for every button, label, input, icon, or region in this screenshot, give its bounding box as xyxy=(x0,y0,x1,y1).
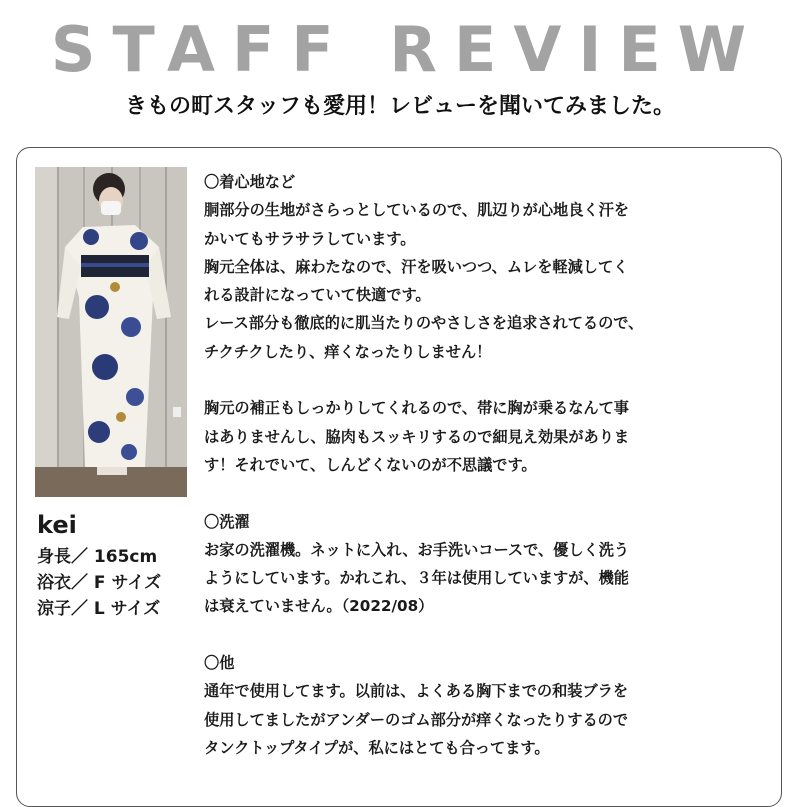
review-section-comfort xyxy=(204,168,769,479)
staff-yukata-size: 浴衣／ F サイズ xyxy=(37,573,162,593)
other-paragraph: 通年で使用してます。以前は、よくある胸下までの和装ブラを 使用してましたがアンダーのゴム部分が痒くなったりするので タンクトップタイプが、私にはとても合ってます。 xyxy=(204,682,629,757)
washing-paragraph: お家の洗濯機。ネットに入れ、お手洗いコースで、優しく洗う ようにしています。かれこれ、３年は使用していますが、機能 は衰えていません。（2022/08） xyxy=(204,540,630,616)
paragraph-spacer xyxy=(204,366,769,394)
staff-attributes xyxy=(37,544,161,622)
staff-photo-illustration xyxy=(35,167,187,497)
comfort-paragraph-2: 胸元の補正もしっかりしてくれるので、帯に胸が乗るなんて事 はありませんし、脇肉もスッキリするので細見え効果がありま す！それでいて、しんどくないのが不思議です。 xyxy=(204,399,630,474)
review-section-washing xyxy=(204,508,769,621)
staff-name: kei xyxy=(37,511,77,539)
section-spacer xyxy=(204,479,769,507)
comfort-paragraph-1: 胴部分の生地がさらっとしているので、肌辺りが心地良く汗を かいてもサラサラしています。 胸元全体は、麻わたなので、汗を吸いつつ、ムレを軽減してく れる設計になっていて快適です。 レース部分も徹底的に肌当たりのやさしさを追求されてるので、 チクチクしたり、痒くなったりしません！ xyxy=(204,201,644,361)
section-heading-other: 〇他 xyxy=(204,654,235,673)
staff-photo xyxy=(35,167,187,497)
review-text xyxy=(204,168,769,762)
staff-height: 身長／ 165cm xyxy=(37,547,158,567)
section-heading-washing: 〇洗濯 xyxy=(204,512,250,531)
staff-underwear-size: 涼子／ L サイズ xyxy=(37,599,161,619)
section-heading-comfort: 〇着心地など xyxy=(204,173,296,191)
review-section-other xyxy=(204,649,769,762)
page-subtitle: きもの町スタッフも愛用！レビューを聞いてみました。 xyxy=(124,94,675,119)
page-title: STAFF REVIEW xyxy=(50,13,764,86)
section-spacer xyxy=(204,621,769,649)
